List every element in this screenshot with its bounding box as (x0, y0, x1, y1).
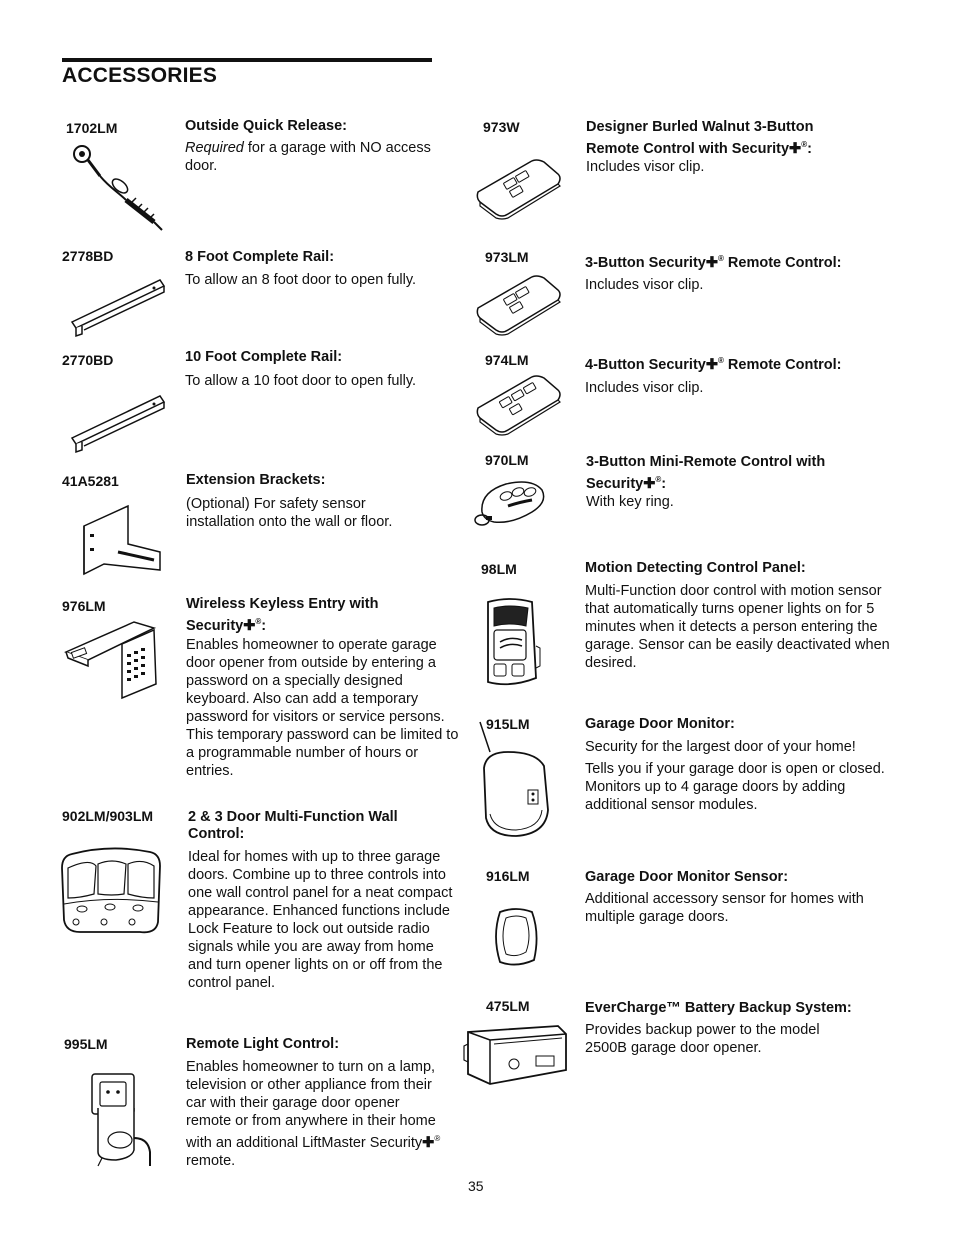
keyless-entry-illustration (64, 618, 162, 702)
page-number: 35 (468, 1178, 484, 1194)
accessory-description: With key ring. (586, 494, 674, 510)
description-text: Enables homeowner to turn on a lamp, television or other appliance from their car with their garage door opener remote or from anywhere in their home with an additional LiftMaster Security (186, 1059, 436, 1151)
remote-light-control-illustration (88, 1072, 158, 1168)
model-number: 1702LM (66, 120, 118, 136)
accessory-heading (186, 596, 446, 635)
model-number: 974LM (485, 352, 529, 368)
rail-illustration (68, 392, 168, 454)
accessory-description (186, 1058, 448, 1170)
accessory-description: Includes visor clip. (585, 277, 704, 293)
remote-control-4-button-illustration (474, 372, 564, 436)
accessory-heading: EverCharge™ Battery Backup System: (585, 1000, 852, 1016)
remote-control-3-button-illustration (474, 156, 564, 220)
heading-suffix: : (807, 140, 812, 157)
accessory-heading (586, 454, 856, 493)
security-plus-icon: ✚ (705, 254, 718, 271)
model-number: 976LM (62, 598, 106, 614)
accessory-heading: Remote Light Control: (186, 1036, 340, 1052)
extension-bracket-illustration (80, 504, 164, 578)
accessory-heading: Extension Brackets: (186, 472, 326, 488)
accessory-description: To allow an 8 foot door to open fully. (185, 272, 417, 288)
model-number: 973LM (485, 249, 529, 265)
registered-mark: ® (718, 356, 724, 365)
accessory-description: To allow a 10 foot door to open fully. (185, 373, 417, 389)
accessory-description (185, 139, 435, 175)
heading-suffix: Remote Control: (723, 254, 842, 271)
model-number: 902LM/903LM (62, 808, 154, 824)
description-text: for a garage with NO access door. (185, 140, 431, 174)
garage-door-monitor-illustration (460, 718, 552, 840)
accessory-heading (586, 119, 856, 158)
security-plus-icon: ✚ (643, 475, 656, 492)
security-plus-icon: ✚ (422, 1134, 435, 1151)
security-plus-icon: ✚ (243, 617, 256, 634)
model-number: 970LM (485, 452, 529, 468)
wall-control-illustration (60, 846, 162, 936)
model-number: 41A5281 (62, 473, 119, 489)
registered-mark: ® (801, 140, 808, 149)
accessory-heading (585, 250, 875, 272)
model-number: 2770BD (62, 352, 114, 368)
heading-suffix: : (261, 617, 267, 634)
accessory-description: Enables homeowner to operate garage door opener from outside by entering a password on a specially designed keyboard. Also can add a temporary password for visitors or service persons. This temporary password can be limited to a programmable number of hours or entries. (186, 637, 459, 779)
heading-suffix: Remote Control: (723, 356, 842, 373)
registered-mark: ® (255, 617, 262, 626)
mini-remote-illustration (472, 478, 548, 532)
registered-mark: ® (655, 475, 662, 484)
model-number: 973W (483, 119, 520, 135)
heading-text: Designer Burled Walnut 3-Button Remote Control with Security (586, 119, 814, 157)
accessory-heading: Garage Door Monitor Sensor: (585, 869, 789, 885)
accessory-description-extra: Tells you if your garage door is open or closed. Monitors up to 4 garage doors by adding additional sensor modules. (585, 761, 885, 813)
battery-backup-illustration (462, 1024, 572, 1088)
accessory-description: Ideal for homes with up to three garage doors. Combine up to three controls into one wall control panel for a neat compact appearance. Enhanced functions include Lock Feature to lock out outside radio signals while you are away from home and turn opener lights on or off from the control panel. (188, 849, 453, 991)
quick-release-key-illustration (70, 142, 170, 234)
model-number: 98LM (481, 561, 517, 577)
accessory-heading: Garage Door Monitor: (585, 716, 735, 732)
emphasis-text: Required (185, 140, 244, 156)
accessory-heading: 10 Foot Complete Rail: (185, 349, 343, 365)
accessory-description: Includes visor clip. (585, 380, 704, 396)
accessory-heading (585, 352, 875, 374)
monitor-sensor-illustration (490, 906, 542, 970)
accessory-heading: 8 Foot Complete Rail: (185, 249, 335, 265)
heading-text: Wireless Keyless Entry with Security (186, 596, 379, 634)
registered-mark: ® (434, 1134, 441, 1143)
accessory-description: (Optional) For safety sensor installation onto the wall or floor. (186, 496, 393, 530)
page-title: ACCESSORIES (62, 64, 218, 87)
accessory-description: Security for the largest door of your home! (585, 739, 856, 755)
model-number: 2778BD (62, 248, 114, 264)
accessory-description: Multi-Function door control with motion sensor that automatically turns opener lights on for 5 minutes when it detects a person entering the garage. Sensor can be easily deactivated when desired. (585, 583, 890, 671)
remote-control-3-button-illustration (474, 272, 564, 336)
security-plus-icon: ✚ (789, 140, 802, 157)
accessory-heading: Outside Quick Release: (185, 118, 347, 134)
heading-text: 3-Button Security (585, 254, 706, 271)
security-plus-icon: ✚ (705, 356, 718, 373)
model-number: 915LM (486, 716, 530, 732)
heading-text: 3-Button Mini-Remote Control with Security (586, 454, 826, 492)
accessory-heading: Motion Detecting Control Panel: (585, 560, 806, 576)
heading-suffix: : (661, 475, 667, 492)
registered-mark: ® (718, 254, 724, 263)
accessory-description: Additional accessory sensor for homes with multiple garage doors. (585, 891, 864, 925)
motion-control-panel-illustration (480, 596, 544, 690)
model-number: 916LM (486, 868, 530, 884)
model-number: 475LM (486, 998, 530, 1014)
description-suffix: remote. (186, 1152, 236, 1169)
accessory-description: Provides backup power to the model 2500B garage door opener. (585, 1022, 820, 1056)
model-number: 995LM (64, 1036, 108, 1052)
rail-illustration (68, 276, 168, 338)
accessory-heading: 2 & 3 Door Multi-Function Wall Control: (188, 809, 398, 842)
title-rule (62, 58, 432, 62)
accessory-description: Includes visor clip. (586, 159, 705, 175)
heading-text: 4-Button Security (585, 356, 706, 373)
